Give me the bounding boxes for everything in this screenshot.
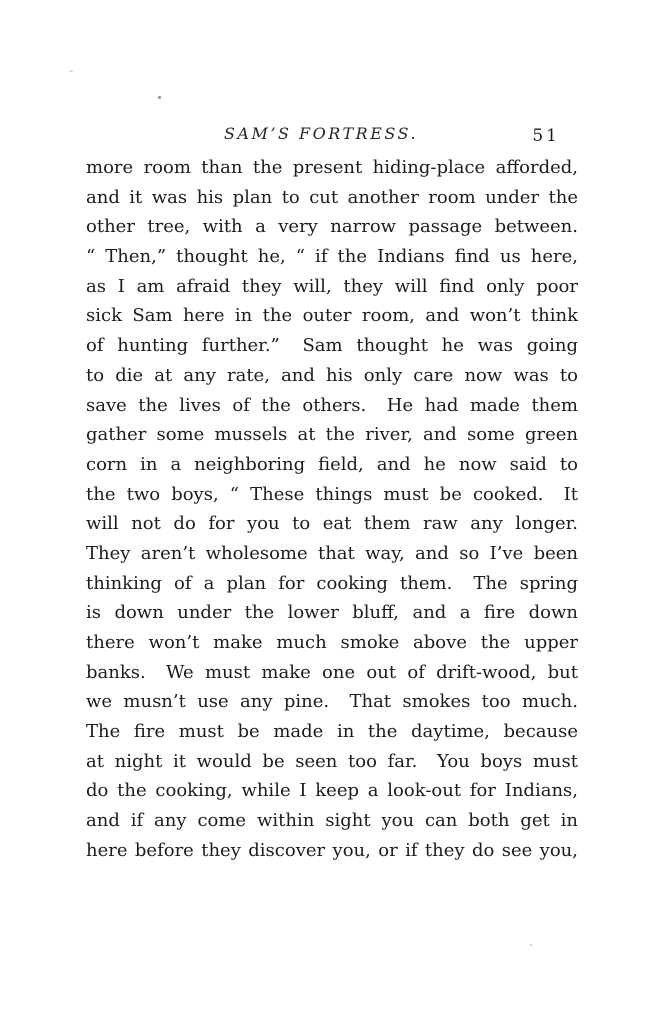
text-line: the two boys, “ These things must be cooked. It [86, 483, 578, 505]
page-body [86, 153, 578, 866]
text-line: do the cooking, while I keep a look-out for Indians, [86, 780, 578, 802]
text-line: They aren’t wholesome that way, and so I’ve been [86, 542, 578, 564]
ink-speck [69, 70, 73, 72]
text-line: save the lives of the others. He had made them [86, 394, 578, 416]
text-line: “ Then,” thought he, “ if the Indians find us here, [86, 246, 578, 268]
text-line: to die at any rate, and his only care now was to [86, 364, 578, 386]
text-line: will not do for you to eat them raw any longer. [86, 513, 578, 535]
running-head: SAM’S FORTRESS. [223, 124, 419, 143]
text-line: corn in a neighboring field, and he now said to [86, 453, 578, 475]
text-line: here before they discover you, or if they do see you, [86, 839, 578, 861]
text-line: there won’t make much smoke above the upper [86, 632, 578, 653]
text-line: other tree, with a very narrow passage between. [86, 216, 578, 238]
ink-speck [158, 96, 161, 99]
ink-speck [530, 944, 532, 946]
text-line: at night it would be seen too far. You boys must [86, 750, 578, 772]
text-line: thinking of a plan for cooking them. The spring [86, 572, 578, 594]
page-number: 51 [532, 126, 560, 146]
text-line: banks. We must make one out of drift-wood, but [86, 661, 578, 683]
text-line: and it was his plan to cut another room under the [86, 186, 578, 208]
text-line: more room than the present hiding-place afforded, [86, 157, 578, 178]
text-line: The fire must be made in the daytime, because [86, 721, 578, 743]
text-line: and if any come within sight you can both get in [86, 810, 578, 832]
text-line: we musn’t use any pine. That smokes too much. [86, 691, 578, 713]
text-line: of hunting further.” Sam thought he was going [86, 335, 578, 357]
text-line: sick Sam here in the outer room, and won’t think [86, 305, 578, 327]
text-line: is down under the lower bluff, and a fire down [86, 602, 578, 624]
text-line: as I am afraid they will, they will find only poor [86, 275, 578, 297]
text-line: gather some mussels at the river, and some green [86, 424, 578, 446]
